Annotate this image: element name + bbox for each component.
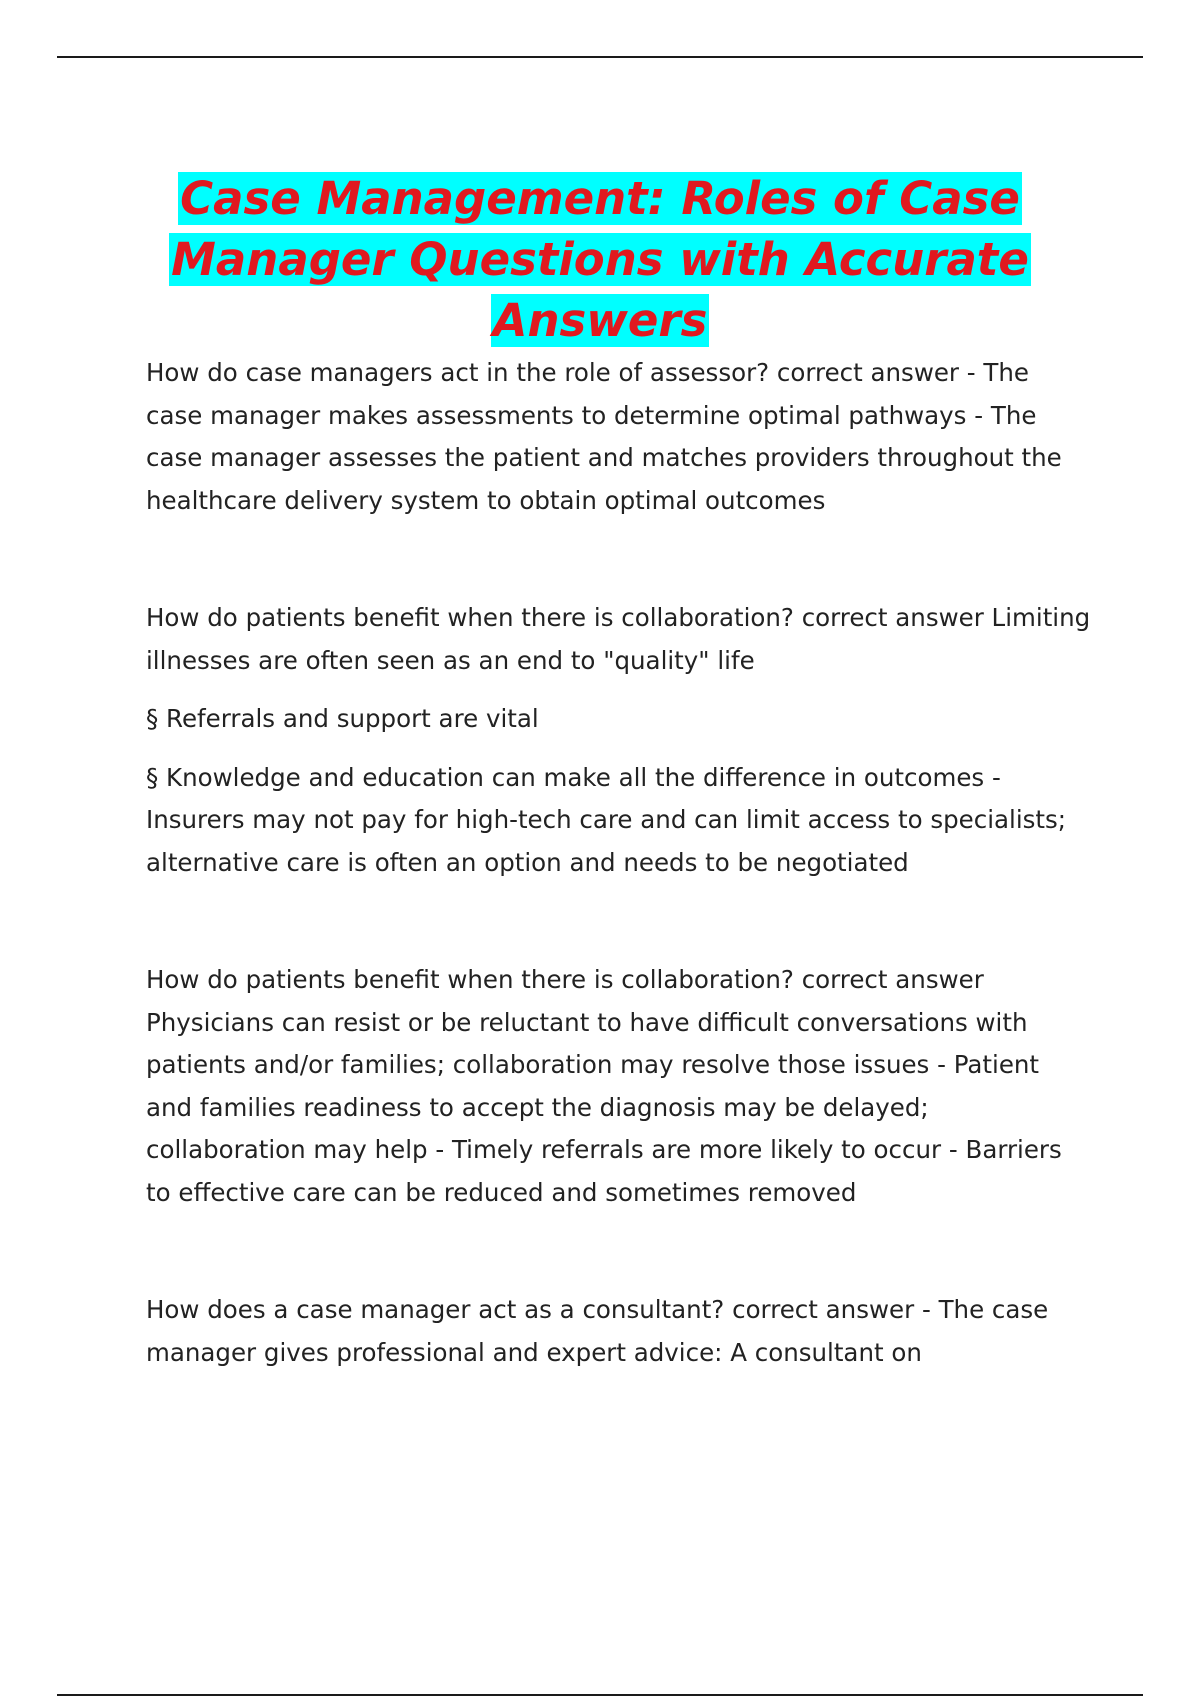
- document-title: [100, 168, 1100, 351]
- qa-paragraph-collaboration-1: How do patients benefit when there is collaboration? correct answer Limiting illnesses are often seen as an end to "quality" life: [146, 603, 1091, 675]
- document-title-text: Case Management: Roles of Case Manager Questions with Accurate Answers: [171, 172, 1029, 347]
- bullet-referrals: § Referrals and support are vital: [146, 704, 539, 733]
- qa-paragraph-assessor: How do case managers act in the role of assessor? correct answer - The case manager makes assessments to determine optimal pathways - The case manager assesses the patient and matches providers throughout the healthcare delivery system to obtain optimal outcomes: [146, 358, 1062, 515]
- bullet-knowledge: § Knowledge and education can make all the difference in outcomes - Insurers may not pay for high-tech care and can limit access to specialists; alternative care is often an option and needs to be negotiated: [146, 762, 1067, 877]
- qa-paragraph-consultant: How does a case manager act as a consultant? correct answer - The case manager gives professional and expert advice: A consultant on: [146, 1295, 1049, 1367]
- document-body: [146, 352, 1091, 1374]
- header-rule: [57, 56, 1143, 58]
- footer-rule: [57, 1694, 1143, 1696]
- qa-paragraph-collaboration-2: How do patients benefit when there is collaboration? correct answer Physicians can resist or be reluctant to have difficult conversations with patients and/or families; collaboration may resolve those issues - Patient and families readiness to accept the diagnosis may be delayed; collaboration may help - Timely referrals are more likely to occur - Barriers to effective care can be reduced and sometimes removed: [146, 965, 1062, 1207]
